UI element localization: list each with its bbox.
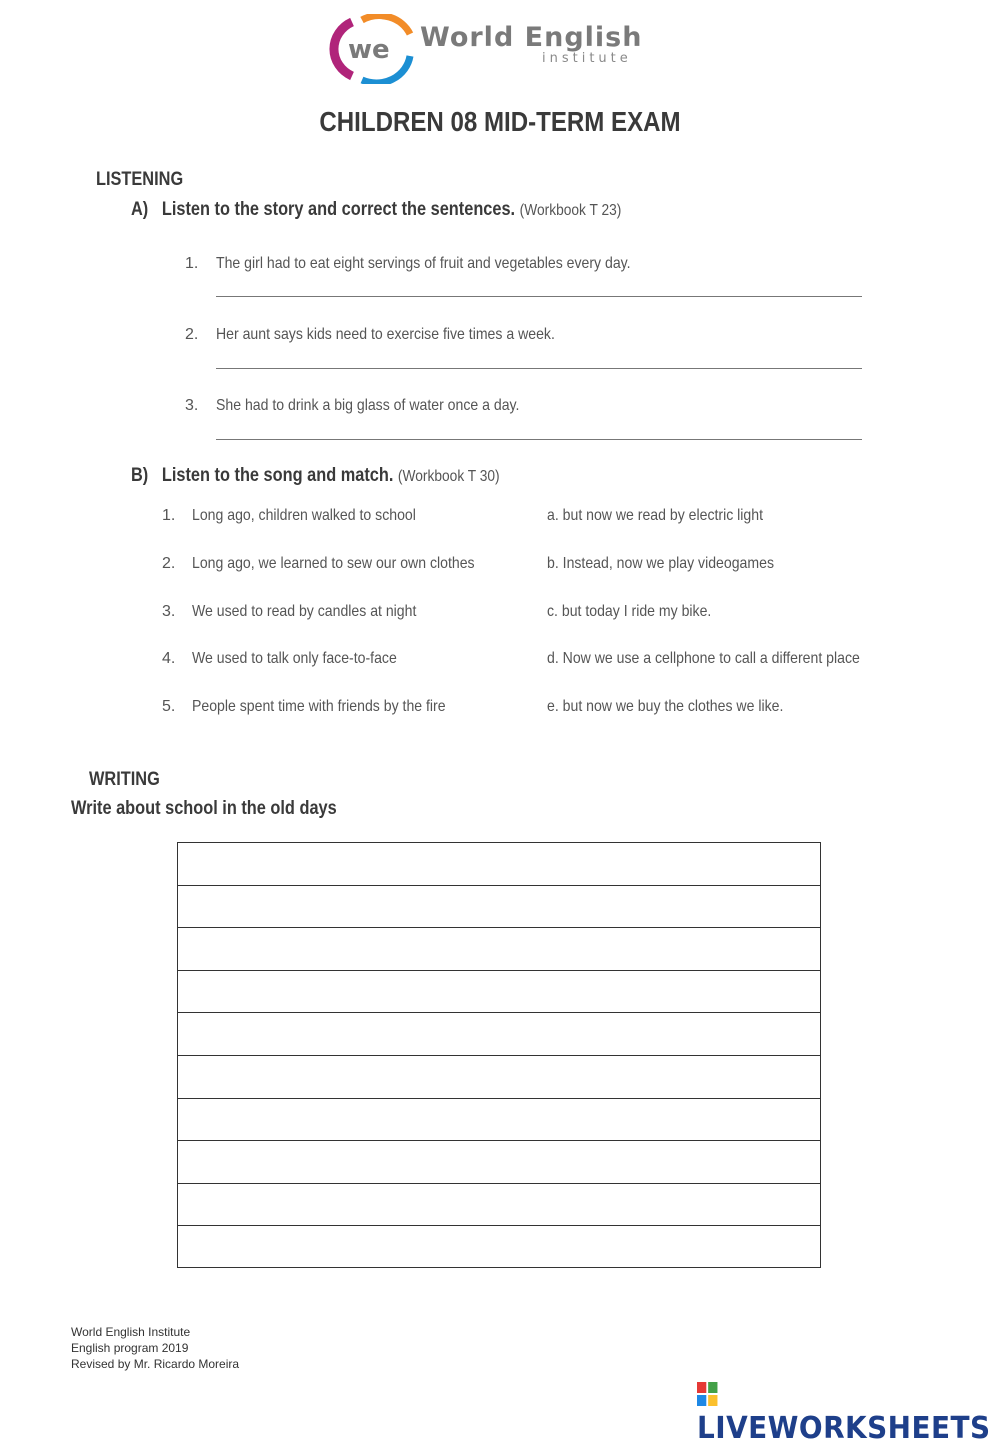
writing-row[interactable]	[178, 928, 820, 971]
match-left-5-text: People spent time with friends by the fire	[192, 698, 446, 715]
svg-text:we: we	[348, 35, 390, 65]
page-title: CHILDREN 08 MID-TERM EXAM	[319, 106, 681, 137]
task-b-letter: B)	[131, 465, 149, 486]
match-right-a: a. but now we read by electric light	[547, 507, 764, 524]
task-a-answer-line-3[interactable]	[216, 439, 862, 440]
logo-name: World English	[420, 22, 643, 53]
task-a-item-2-text: Her aunt says kids need to exercise five times a week.	[216, 326, 555, 343]
listening-heading: LISTENING	[96, 169, 184, 190]
writing-heading: WRITING	[89, 769, 160, 790]
match-left-1-num: 1.	[162, 507, 176, 524]
task-a-ref: (Workbook T 23)	[519, 202, 622, 219]
footer	[71, 1324, 239, 1372]
logo-mark-icon	[322, 14, 422, 84]
writing-row[interactable]	[178, 1056, 820, 1099]
task-a-letter: A)	[131, 199, 149, 220]
footer-institute: World English Institute	[71, 1325, 191, 1339]
match-left-3-num: 3.	[162, 603, 176, 620]
task-a-item-2-num: 2.	[185, 326, 199, 343]
writing-row[interactable]	[178, 1184, 820, 1227]
match-left-1-text: Long ago, children walked to school	[192, 507, 416, 524]
footer-program: English program 2019	[71, 1341, 189, 1355]
liveworksheets-logo-icon	[697, 1379, 717, 1403]
match-left-2-num: 2.	[162, 555, 176, 572]
writing-row[interactable]	[178, 1013, 820, 1056]
writing-row[interactable]	[178, 971, 820, 1014]
match-left-4-text: We used to talk only face-to-face	[192, 650, 397, 667]
writing-row[interactable]	[178, 1226, 820, 1269]
match-right-c: c. but today I ride my bike.	[547, 603, 712, 620]
liveworksheets-text: LIVEWORKSHEETS	[697, 1411, 991, 1446]
task-a-answer-line-1[interactable]	[216, 296, 862, 297]
task-a-item-3-num: 3.	[185, 397, 199, 414]
match-right-d: d. Now we use a cellphone to call a different place	[547, 650, 860, 667]
match-left-3-text: We used to read by candles at night	[192, 603, 417, 620]
writing-row[interactable]	[178, 843, 820, 886]
task-a-answer-line-2[interactable]	[216, 368, 862, 369]
writing-row[interactable]	[178, 1099, 820, 1142]
match-right-e: e. but now we buy the clothes we like.	[547, 698, 784, 715]
match-left-5-num: 5.	[162, 698, 176, 715]
footer-revised: Revised by Mr. Ricardo Moreira	[71, 1357, 240, 1371]
liveworksheets-watermark	[697, 1376, 991, 1446]
task-b-text: Listen to the song and match.	[161, 465, 394, 486]
task-b-instruction	[131, 465, 500, 487]
writing-row[interactable]	[178, 886, 820, 929]
writing-instruction: Write about school in the old days	[71, 798, 337, 819]
logo	[322, 14, 682, 84]
writing-answer-box[interactable]	[177, 842, 821, 1268]
logo-subtitle: institute	[542, 51, 632, 66]
task-a-text: Listen to the story and correct the sentences.	[161, 199, 516, 220]
match-left-4-num: 4.	[162, 650, 176, 667]
task-a-item-1-num: 1.	[185, 255, 199, 272]
task-a-item-3-text: She had to drink a big glass of water once a day.	[216, 397, 520, 414]
task-a-item-1-text: The girl had to eat eight servings of fruit and vegetables every day.	[216, 255, 631, 272]
writing-row[interactable]	[178, 1141, 820, 1184]
task-a-instruction	[131, 199, 621, 221]
task-b-ref: (Workbook T 30)	[397, 468, 500, 485]
match-right-b: b. Instead, now we play videogames	[547, 555, 774, 572]
match-left-2-text: Long ago, we learned to sew our own clothes	[192, 555, 475, 572]
